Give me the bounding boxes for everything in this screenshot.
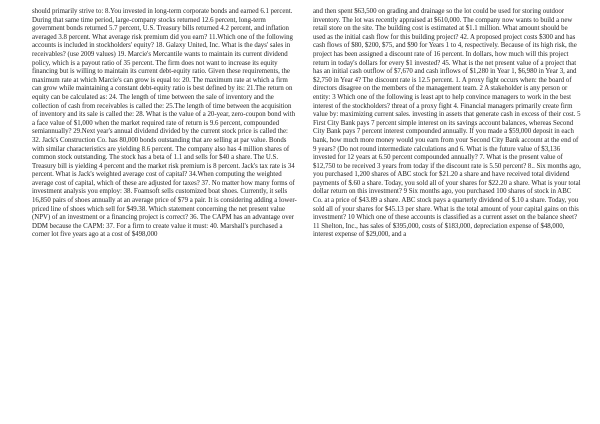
right-column-text: and then spent $63,500 on grading and drainage so the lot could be used for storing outdoor inventory. The lot was recently appraised at $610,000. The company now wants to build a new retail store on the site. The building cost is estimated at $1.1 million. What amount should be used as the initial cash flow for this building project? 42. A proposed project costs $300 and has cash flows of $80, $200, $75, and $90 for Years 1 to 4, respectively. Because of its high risk, the project has been assigned a discount rate of 16 percent. In dollars, how much will this project return in today's dollars for every $1 invested? 45. What is the net present value of a project that has an initial cash outflow of $7,670 and cash inflows of $1,280 in Year 1, $6,980 in Year 3, and $2,750 in Year 4? The discount rate is 12.5 percent. 1. A proxy fight occurs when: the board of directors disagree on the members of the management team. 2 A stakeholder is any person or entity: 3 Which one of the following is least apt to help convince managers to work in the best interest of the stockholders? threat of a proxy fight 4. Financial managers primarily create firm value by: maximizing current sales. investing in assets that generate cash in excess of their cost. 5 First City Bank pays 7 percent simple interest on its savings account balances, whereas Second City Bank pays 7 percent interest compounded annually. If you made a $59,000 deposit in each bank, how much more money would you earn from your Second City Bank account at the end of 9 years? (Do not round intermediate calculations and 6. What is the future value of $3,136 invested for 12 years at 6.50 percent compounded annually? 7. What is the present value of $12,750 to be received 3 years from today if the discount rate is 5.50 percent? 8.. Six months ago, you purchased 1,200 shares of ABC stock for $21.20 a share and have received total dividend payments of $.60 a share. Today, you sold all of your shares for $22.20 a share. What is your total dollar return on this investment? 9 Six months ago, you purchased 100 shares of stock in ABC Co. at a price of $43.89 a share. ABC stock pays a quarterly dividend of $.10 a share. Today, you sold all of your shares for $45.13 per share. What is the total amount of your capital gains on this investment? 10 Which one of these accounts is classified as a current asset on the balance sheet? 11 Shelton, Inc., has sales of $395,000, costs of $183,000, depreciation expense of $48,000, interest expense of $29,000, and a	[313, 8, 581, 239]
right-text-column	[313, 8, 581, 420]
left-column-text: should primarily strive to: 8.You invested in long-term corporate bonds and earned 6.1 percent. During that same time period, large-company stocks returned 12.6 percent, long-term government bonds returned 5.7 percent, U.S. Treasury bills returned 4.2 percent, and inflation averaged 3.8 percent. What average risk premium did you earn? 11.Which one of the following accounts is included in stockholders' equity? 18. Galaxy United, Inc. What is the days' sales in receivables? (use 2009 values) 19. Marcie's Mercantile wants to maintain its current dividend policy, which is a payout ratio of 35 percent. The firm does not want to increase its equity financing but is willing to maintain its current debt-equity ratio. Given these requirements, the maximum rate at which Marcie's can grow is equal to: 20. The maximum rate at which a firm can grow while maintaining a constant debt-equity ratio is best defined by its: 21.The return on equity can be calculated as: 24. The length of time between the sale of inventory and the collection of cash from receivables is called the: 25.The length of time between the acquisition of inventory and its sale is called the: 28. What is the value of a 20-year, zero-coupon bond with a face value of $1,000 when the market required rate of return is 9.6 percent, compounded semiannually? 29.Next year's annual dividend divided by the current stock price is called the: 32. Jack's Construction Co. has 80,000 bonds outstanding that are selling at par value. Bonds with similar characteristics are yielding 8.6 percent. The company also has 4 million shares of common stock outstanding. The stock has a beta of 1.1 and sells for $40 a share. The U.S. Treasury bill is yielding 4 percent and the market risk premium is 8 percent. Jack's tax rate is 34 percent. What is Jack's weighted average cost of capital? 34.When computing the weighted average cost of capital, which of these are adjusted for taxes? 37. No matter how many forms of investment analysis you employ: 38. Foamsoft sells customized boat shoes. Currently, it sells 16,850 pairs of shoes annually at an average price of $79 a pair. It is considering adding a lower-priced line of shoes which sell for $49.38. Which statement concerning the net present value (NPV) of an investment or a financing project is correct? 36. The CAPM has an advantage over DDM because the CAPM: 37. For a firm to create value it must: 40. Marshall's purchased a corner lot five years ago at a cost of $498,000	[32, 8, 297, 239]
left-text-column	[32, 8, 298, 420]
